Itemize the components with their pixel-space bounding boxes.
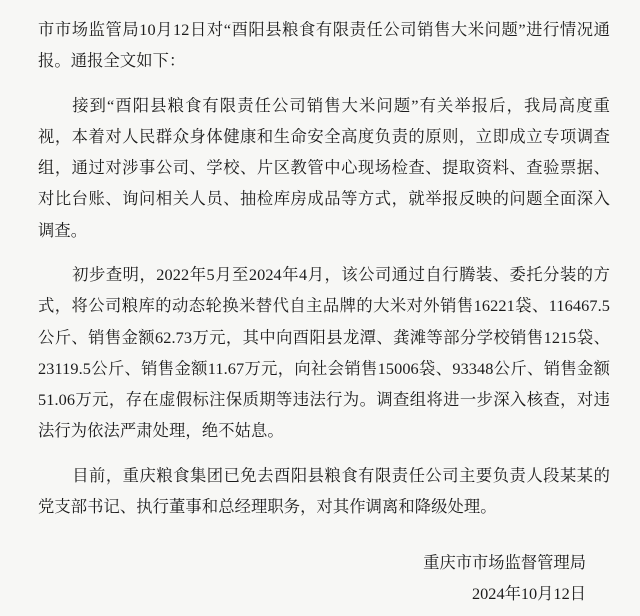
signature-block xyxy=(38,548,610,610)
paragraph-investigation: 接到“酉阳县粮食有限责任公司销售大米问题”有关举报后，我局高度重视，本着对人民群众身体健康和生命安全高度负责的原则，立即成立专项调查组，通过对涉事公司、学校、片区教管中心现场检查、提取资料、查验票据、对比台账、询问相关人员、抽检库房成品等方式，就举报反映的问题全面深入调查。 xyxy=(38,95,610,240)
paragraph-actions: 目前，重庆粮食集团已免去酉阳县粮食有限责任公司主要负责人段某某的党支部书记、执行董事和总经理职务，对其作调离和降级处理。 xyxy=(38,465,610,516)
issuing-organization: 重庆市市场监督管理局 xyxy=(423,553,586,573)
paragraph-findings: 初步查明，2022年5月至2024年4月，该公司通过自行腾装、委托分装的方式，将公司粮库的动态轮换米替代自主品牌的大米对外销售16221袋、116467.5公斤、销售金额62.73万元，其中向酉阳县龙潭、龚滩等部分学校销售1215袋、23119.5公斤、销售金额11.67万元，向社会销售15006袋、93348公斤、销售金额51.06万元，存在虚假标注保质期等违法行为。调查组将进一步深入核查，对违法行为依法严肃处理，绝不姑息。 xyxy=(38,264,610,441)
paragraph-intro: 市市场监管局10月12日对“酉阳县粮食有限责任公司销售大米问题”进行情况通报。通报全文如下： xyxy=(38,20,610,71)
issue-date: 2024年10月12日 xyxy=(472,584,586,604)
